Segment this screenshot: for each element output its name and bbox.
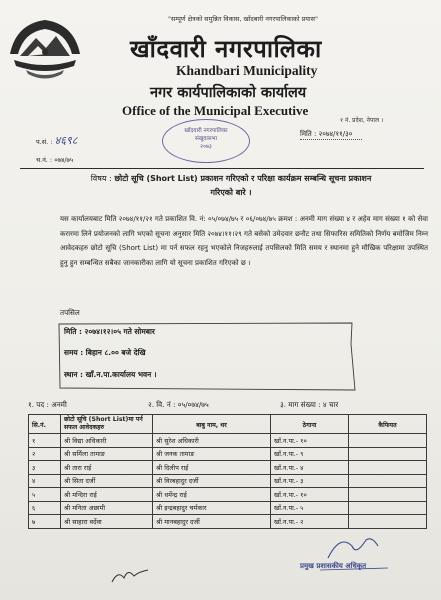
signature-mark-left [110,566,150,586]
col-header-father: बाबु नाम, थर [153,415,271,434]
cell-remarks [349,488,427,502]
letter-date: मिति : २०७४/११/३० [300,130,362,140]
cell-sn: ५ [29,488,61,502]
letter-number-label: प.सं. : [36,138,53,146]
cell-remarks [349,461,427,475]
cell-address: खाँ.न.पा.- १० [271,434,349,448]
cell-sn: ३ [29,461,61,475]
cell-address: खाँ.न.पा.- ४ [271,461,349,475]
province-text: १ नं. प्रदेश, नेपाल । [340,117,384,124]
table-row [29,501,427,515]
office-title-nepali: नगर कार्यपालिकाको कार्यालय [150,84,307,101]
cell-remarks [349,434,427,448]
col-header-address: ठेगाना [271,415,349,434]
dispatch-number: च.नं. : ०७४/७५ [36,156,74,164]
cell-father: श्री जनक तामाङ [153,447,271,461]
cell-applicant: श्री मनिता अछामी [61,501,153,515]
cell-address: खाँ.न.पा.- ५ [271,501,349,515]
cell-remarks [349,501,427,515]
exam-date: मिति : २०७४।१२।०५ गते सोमबार [64,327,155,336]
municipality-title-english: Khandbari Municipality [176,63,318,78]
cell-remarks [349,474,427,488]
details-label: तपसिल [60,308,80,317]
officer-signature-block [300,532,390,576]
cell-father: श्री सुरेश अधिकारी [153,434,271,448]
table-header-row [29,415,427,434]
stamp-line-3: २०७३ [200,144,212,150]
cell-father: श्री इन्द्रबहादुर चर्मकार [153,501,271,515]
advert-number: २. वि. नं : ०५/०७४/७५ [148,400,209,409]
subject-text: छोटो सूचि (Short List) प्रकाशन गरिएको र परिक्षा कार्यक्रम सम्बन्धि सूचना प्रकाशन गरिएको बारे । [114,174,372,197]
cell-remarks [349,515,427,529]
table-row [29,515,427,529]
exam-time: समय : बिहान ८.०० बजे देखि [64,348,146,357]
cell-sn: १ [29,434,61,448]
cell-address: खाँ.न.पा.- २ [271,515,349,529]
cell-remarks [349,447,427,461]
cell-sn: ७ [29,515,61,529]
motto-text: "सम्पूर्ण क्षेत्रको समुन्नित विकास, खाँदबारी नगरपालिकाको प्रयास" [168,15,318,23]
exam-place: स्थान : खाँ.न.पा.कार्यालय भवन । [64,370,157,379]
municipality-title-nepali: खाँदवारी नगरपालिका [130,34,322,63]
cell-father: श्री धर्मेन्द्र राई [153,488,271,502]
cell-father: श्री दिलीप राई [153,461,271,475]
municipality-seal-logo [6,14,84,84]
cell-applicant: श्री मन्दिरा राई [61,488,153,502]
letter-number [36,133,77,148]
col-header-applicant: छोटो सूचि (Short List)मा पर्न सफल आवेदकहरु [61,415,153,434]
shortlist-table [28,414,427,529]
stamp-line-1: खाँदवारी नगरपालिका [184,128,228,134]
cell-sn: ४ [29,474,61,488]
cell-address: खाँ.न.पा.- ३ [271,474,349,488]
demand-count: ३. माग संख्या : ४ चार [280,400,339,409]
cell-applicant: श्री तारा राई [61,461,153,475]
stamp-line-2: संखुवासभा [194,136,218,142]
cell-sn: २ [29,447,61,461]
officer-title: प्रमुख प्रशासकीय अधिकृत [300,562,367,570]
post-name: १. पद : अनमी [28,400,67,409]
cell-applicant: श्री साहारा वर्देवा [61,515,153,529]
letter-number-value: ४६९८ [54,134,78,147]
table-row [29,474,427,488]
subject-line [86,172,376,200]
subject-label: विषय : [90,174,112,183]
table-row [29,461,427,475]
cell-applicant: श्री सिता दर्जी [61,474,153,488]
table-row [29,447,427,461]
cell-father: श्री विरबहादुर दर्जी [153,474,271,488]
table-row [29,488,427,502]
cell-applicant: श्री सर्मिला तामाङ [61,447,153,461]
cell-address: खाँ.न.पा.- १० [271,488,349,502]
cell-father: श्री मानबहादुर दर्जी [153,515,271,529]
office-title-english: Office of the Municipal Executive [122,103,309,118]
cell-address: खाँ.न.पा.- ९ [271,447,349,461]
cell-sn: ६ [29,501,61,515]
col-header-sn: सि.नं. [29,415,61,434]
exam-details [56,320,356,392]
divider [20,168,424,169]
col-header-remarks: कैफियत [349,415,427,434]
notice-body: यस कार्यालयबाट मिति २०७४/११/२१ गते प्रकाशित वि. नं: ०५/०७४/७५ र ०६/०७४/७५ क्रमश : अनमी माग संख्या ४ र अहेव माग संख्या १ को सेवा करारमा लिने प्रयोजनको लागि भएको सूचना अनुसार मिति २०७४।११।२९ गते बसेको उमेदवार छनौट तथा सिफारिस समितिको निर्णय बमोजिम निम्न आवेदकहरु छोटो सूचि (Short List) मा पर्न सफल रहनु भएकोले निजहरुलाई तपसिलको मिति समय र स्थानमा हुने मौखिक परिक्षामा उपस्थित हुनु हुन सम्बन्धित सबैका जानकारीका लागि यो सूचना प्रकाशित गरिएको छ । [60,215,428,267]
cell-applicant: श्री विद्या अधिकारी [61,434,153,448]
table-row [29,434,427,448]
office-stamp [156,115,256,165]
